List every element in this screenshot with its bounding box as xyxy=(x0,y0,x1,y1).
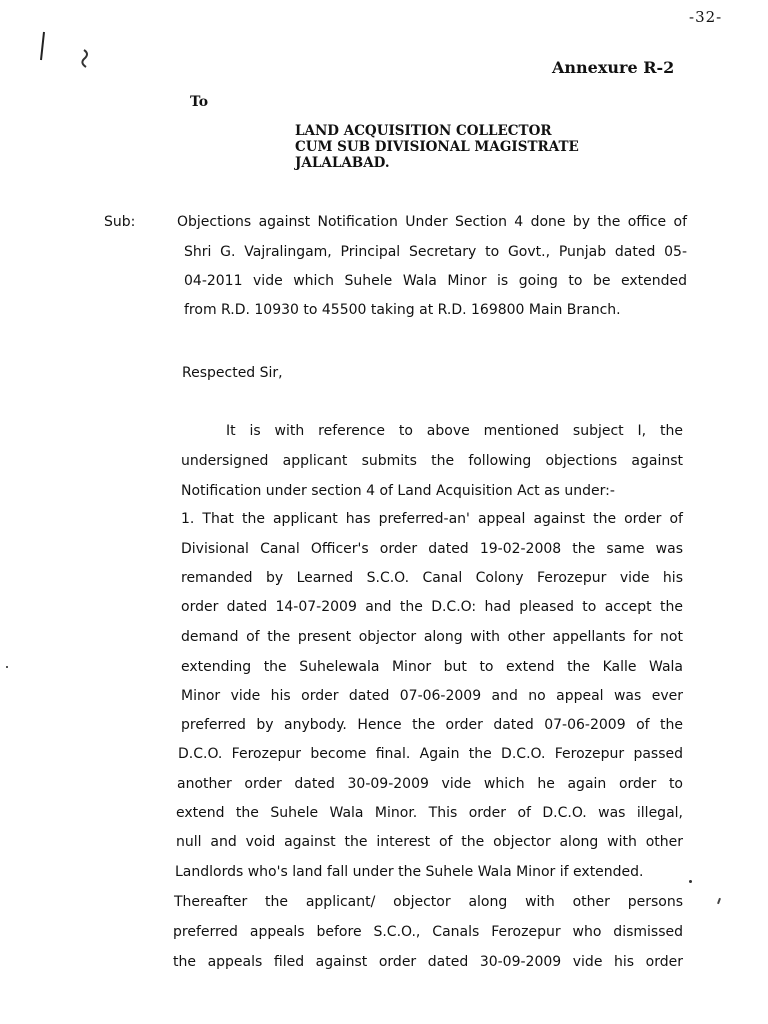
subject-label: Sub: xyxy=(104,214,136,230)
address-line: LAND ACQUISITION COLLECTOR xyxy=(295,123,552,139)
body-line: Minor vide his order dated 07-06-2009 and no appeal was ever xyxy=(181,688,683,704)
body-line: 1. That the applicant has preferred-an' appeal against the order of xyxy=(181,511,683,527)
body-line: preferred appeals before S.C.O., Canals Ferozepur who dismissed xyxy=(173,924,683,940)
body-line: extend the Suhele Wala Minor. This order of D.C.O. was illegal, xyxy=(176,805,683,821)
address-line: CUM SUB DIVISIONAL MAGISTRATE xyxy=(295,139,579,155)
body-line: demand of the present objector along with other appellants for not xyxy=(181,629,683,645)
body-line: the appeals filed against order dated 30-09-2009 vide his order xyxy=(173,954,683,970)
subject-line: Shri G. Vajralingam, Principal Secretary to Govt., Punjab dated 05- xyxy=(184,244,687,260)
body-line: preferred by anybody. Hence the order dated 07-06-2009 of the xyxy=(181,717,683,733)
page-number: -32- xyxy=(689,8,723,26)
ink-dot xyxy=(689,880,692,883)
body-line: It is with reference to above mentioned subject I, the xyxy=(226,423,683,439)
address-line: JALALABAD. xyxy=(295,155,390,171)
salutation: Respected Sir, xyxy=(182,365,283,381)
ink-mark xyxy=(717,898,721,904)
body-line: Thereafter the applicant/ objector along with other persons xyxy=(174,894,683,910)
to-label: To xyxy=(190,94,209,110)
body-line: order dated 14-07-2009 and the D.C.O: had pleased to accept the xyxy=(181,599,683,615)
subject-line: Objections against Notification Under Section 4 done by the office of xyxy=(177,214,687,230)
body-line: Divisional Canal Officer's order dated 19-02-2008 the same was xyxy=(181,541,683,557)
handwritten-mark xyxy=(34,28,94,88)
body-line: Notification under section 4 of Land Acquisition Act as under:- xyxy=(181,483,615,499)
body-line: undersigned applicant submits the following objections against xyxy=(181,453,683,469)
body-line: extending the Suhelewala Minor but to extend the Kalle Wala xyxy=(181,659,683,675)
body-line: Landlords who's land fall under the Suhele Wala Minor if extended. xyxy=(175,864,644,880)
ink-dot xyxy=(6,666,8,668)
body-line: D.C.O. Ferozepur become final. Again the D.C.O. Ferozepur passed xyxy=(178,746,683,762)
body-line: null and void against the interest of the objector along with other xyxy=(176,834,683,850)
recipient-address xyxy=(295,123,579,171)
annexure-label: Annexure R-2 xyxy=(552,58,675,77)
subject-line: from R.D. 10930 to 45500 taking at R.D. 169800 Main Branch. xyxy=(184,302,621,318)
body-line: remanded by Learned S.C.O. Canal Colony Ferozepur vide his xyxy=(181,570,683,586)
subject-line: 04-2011 vide which Suhele Wala Minor is going to be extended xyxy=(184,273,687,289)
body-line: another order dated 30-09-2009 vide which he again order to xyxy=(177,776,683,792)
